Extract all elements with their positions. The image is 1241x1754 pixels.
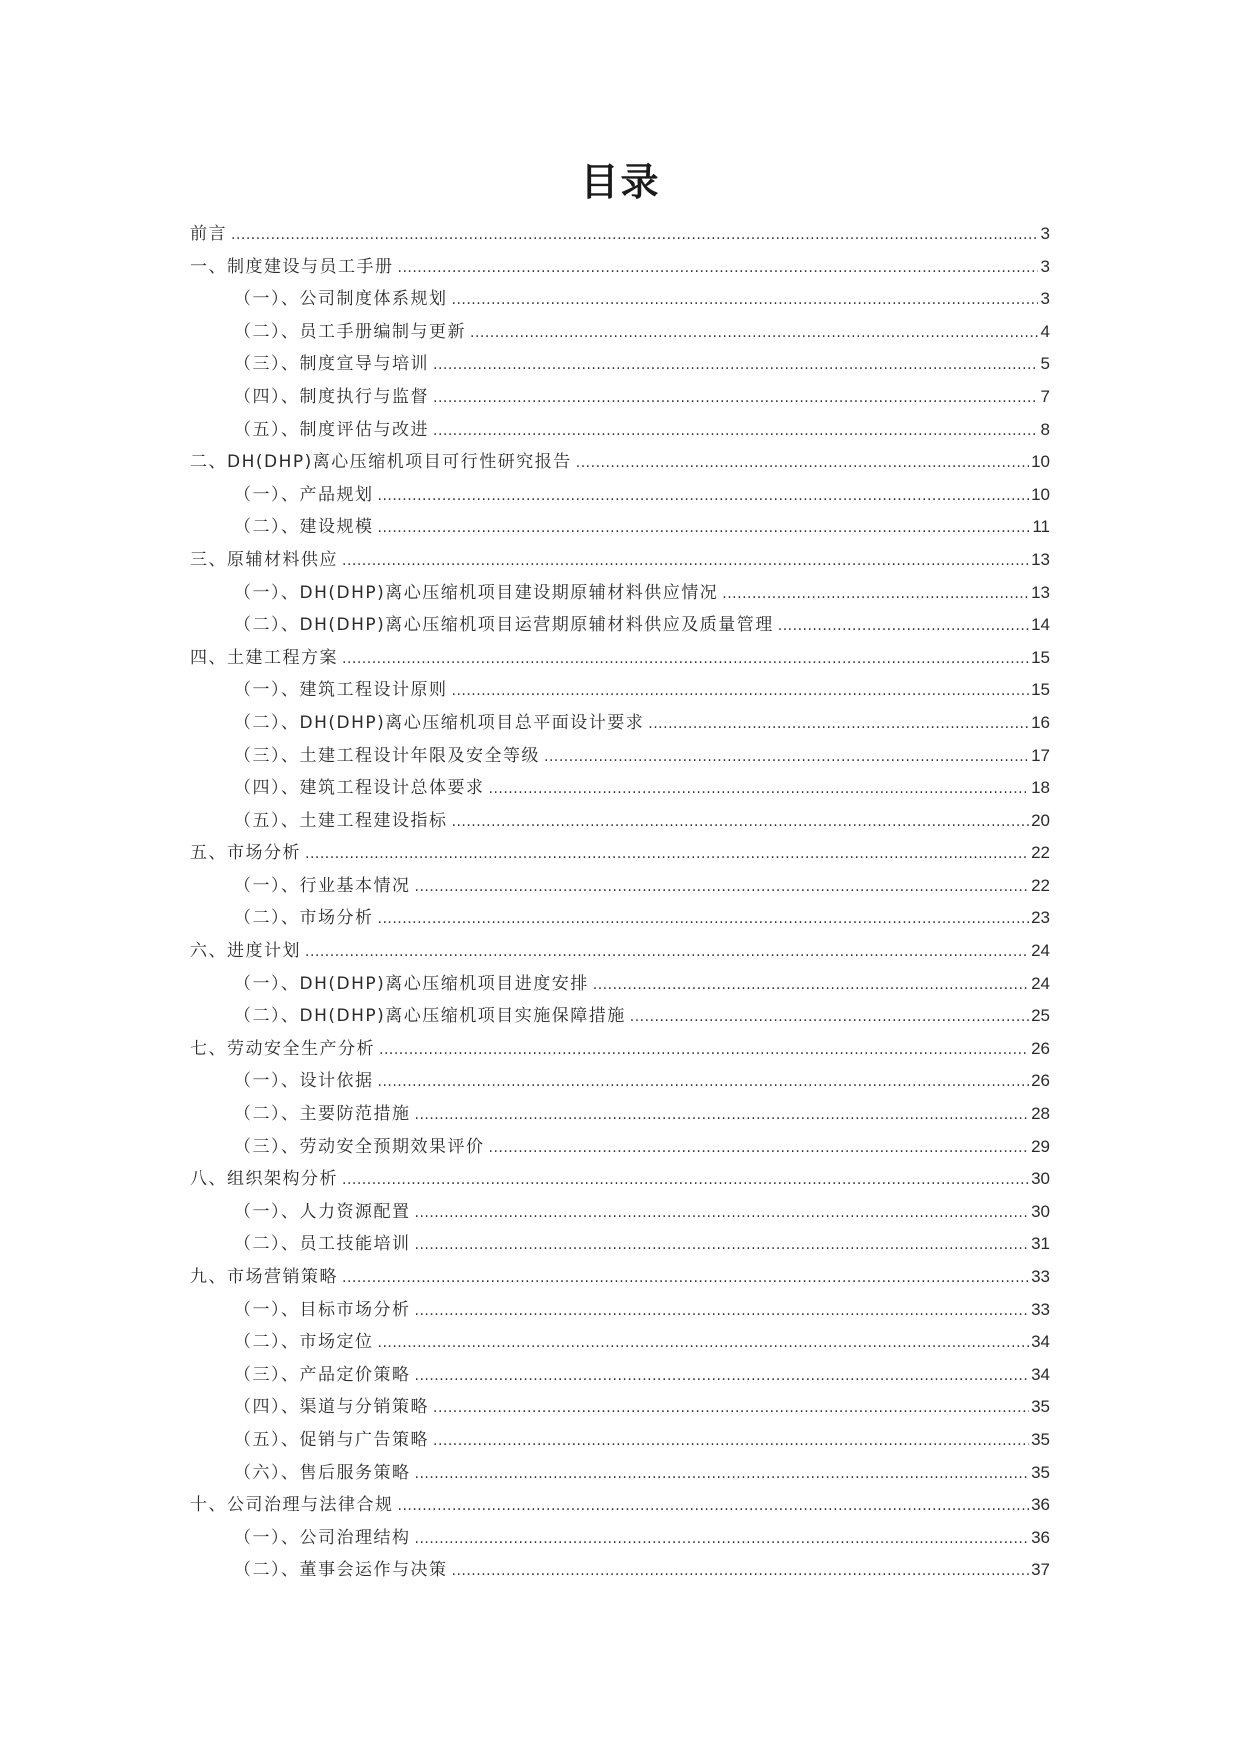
toc-dot-leader bbox=[342, 642, 1029, 676]
toc-entry-section[interactable] bbox=[190, 1228, 1050, 1261]
toc-entry-text: （一）、公司治理结构 bbox=[234, 1527, 411, 1548]
toc-page-number: 3 bbox=[1040, 256, 1050, 276]
toc-dot-leader bbox=[378, 479, 1030, 513]
toc-page-number: 22 bbox=[1031, 843, 1050, 863]
toc-dot-leader bbox=[722, 577, 1029, 611]
toc-page-number: 33 bbox=[1031, 1267, 1050, 1286]
toc-entry-section[interactable] bbox=[190, 1294, 1050, 1327]
toc-page-number: 7 bbox=[1040, 386, 1050, 406]
toc-entry-text: （四）、制度执行与监督 bbox=[234, 386, 429, 407]
toc-dot-leader bbox=[378, 1326, 1030, 1360]
toc-entry-text: 五、市场分析 bbox=[190, 843, 301, 864]
toc-page-number: 25 bbox=[1031, 1006, 1050, 1026]
toc-entry-section[interactable] bbox=[190, 1065, 1050, 1098]
toc-dot-leader bbox=[415, 1359, 1030, 1393]
toc-entry-text: 二、DH(DHP)离心压缩机项目可行性研究报告 bbox=[190, 452, 572, 473]
toc-entry-section[interactable] bbox=[190, 674, 1050, 707]
toc-entry-section[interactable] bbox=[190, 381, 1050, 414]
toc-page-number: 16 bbox=[1031, 712, 1050, 732]
toc-entry-text: （二）、DH(DHP)离心压缩机项目总平面设计要求 bbox=[234, 712, 645, 733]
toc-entry-section[interactable] bbox=[190, 1424, 1050, 1457]
toc-page-number: 35 bbox=[1031, 1397, 1050, 1417]
toc-entry-chapter[interactable] bbox=[190, 642, 1050, 675]
toc-list bbox=[190, 218, 1050, 1587]
toc-page-number: 15 bbox=[1031, 680, 1050, 700]
toc-page-number: 15 bbox=[1031, 647, 1050, 667]
toc-entry-text: （一）、建筑工程设计原则 bbox=[234, 680, 448, 701]
toc-entry-text: 七、劳动安全生产分析 bbox=[190, 1038, 375, 1059]
toc-entry-text: 一、制度建设与员工手册 bbox=[190, 256, 394, 277]
toc-dot-leader bbox=[452, 674, 1030, 708]
toc-dot-leader bbox=[433, 1424, 1029, 1458]
toc-entry-section[interactable] bbox=[190, 968, 1050, 1001]
toc-page-number: 36 bbox=[1031, 1527, 1050, 1547]
toc-page-number: 17 bbox=[1031, 745, 1050, 765]
toc-page-number: 30 bbox=[1031, 1201, 1050, 1221]
toc-dot-leader bbox=[415, 1294, 1030, 1328]
toc-entry-chapter[interactable] bbox=[190, 446, 1050, 479]
toc-entry-text: （一）、DH(DHP)离心压缩机项目建设期原辅材料供应情况 bbox=[234, 582, 719, 603]
toc-entry-text: （四）、建筑工程设计总体要求 bbox=[234, 778, 485, 799]
toc-entry-section[interactable] bbox=[190, 1457, 1050, 1490]
toc-dot-leader bbox=[489, 1131, 1030, 1165]
toc-page-number: 34 bbox=[1031, 1364, 1050, 1384]
toc-dot-leader bbox=[398, 251, 1039, 285]
toc-entry-text: （二）、建设规模 bbox=[234, 517, 374, 538]
toc-entry-chapter[interactable] bbox=[190, 1489, 1050, 1522]
toc-entry-chapter[interactable] bbox=[190, 935, 1050, 968]
toc-page-number: 37 bbox=[1031, 1560, 1050, 1580]
toc-entry-chapter[interactable] bbox=[190, 1033, 1050, 1066]
toc-page-number: 11 bbox=[1032, 517, 1050, 537]
toc-entry-section[interactable] bbox=[190, 1326, 1050, 1359]
toc-entry-text: 六、进度计划 bbox=[190, 941, 301, 962]
toc-entry-text: 四、土建工程方案 bbox=[190, 647, 338, 668]
toc-entry-text: （一）、产品规划 bbox=[234, 484, 374, 505]
toc-entry-text: （一）、人力资源配置 bbox=[234, 1201, 411, 1222]
toc-entry-text: （一）、目标市场分析 bbox=[234, 1299, 411, 1320]
toc-entry-text: （二）、DH(DHP)离心压缩机项目实施保障措施 bbox=[234, 1006, 626, 1027]
toc-dot-leader bbox=[342, 1261, 1029, 1295]
toc-entry-section[interactable] bbox=[190, 902, 1050, 935]
toc-page-number: 33 bbox=[1031, 1299, 1050, 1319]
toc-entry-text: （一）、公司制度体系规划 bbox=[234, 289, 448, 310]
toc-dot-leader bbox=[433, 348, 1038, 382]
toc-page-number: 36 bbox=[1031, 1495, 1050, 1515]
toc-entry-text: （一）、行业基本情况 bbox=[234, 875, 411, 896]
toc-page-number: 8 bbox=[1040, 419, 1050, 439]
toc-page-number: 14 bbox=[1031, 615, 1050, 635]
toc-entry-text: （六）、售后服务策略 bbox=[234, 1462, 411, 1483]
toc-entry-chapter[interactable] bbox=[190, 837, 1050, 870]
toc-dot-leader bbox=[231, 218, 1038, 252]
toc-entry-section[interactable] bbox=[190, 1000, 1050, 1033]
toc-dot-leader bbox=[489, 772, 1030, 806]
toc-entry-text: （四）、渠道与分销策略 bbox=[234, 1397, 429, 1418]
toc-entry-text: 三、原辅材料供应 bbox=[190, 549, 338, 570]
toc-entry-section[interactable] bbox=[190, 1554, 1050, 1587]
toc-entry-text: （三）、产品定价策略 bbox=[234, 1364, 411, 1385]
toc-entry-text: （二）、主要防范措施 bbox=[234, 1104, 411, 1125]
toc-entry-text: 前言 bbox=[190, 224, 227, 244]
toc-entry-section[interactable] bbox=[190, 479, 1050, 512]
toc-page-number: 26 bbox=[1031, 1038, 1050, 1058]
toc-dot-leader bbox=[648, 707, 1029, 741]
toc-entry-section[interactable] bbox=[190, 1359, 1050, 1392]
toc-entry-section[interactable] bbox=[190, 1131, 1050, 1164]
toc-entry-text: （三）、劳动安全预期效果评价 bbox=[234, 1136, 485, 1157]
toc-entry-section[interactable] bbox=[190, 1196, 1050, 1229]
toc-page-number: 31 bbox=[1031, 1234, 1050, 1254]
toc-dot-leader bbox=[452, 1554, 1030, 1588]
toc-dot-leader bbox=[342, 1163, 1029, 1197]
toc-entry-text: （二）、董事会运作与决策 bbox=[234, 1560, 448, 1581]
toc-dot-leader bbox=[452, 805, 1030, 839]
toc-entry-text: （二）、员工手册编制与更新 bbox=[234, 321, 466, 342]
toc-dot-leader bbox=[378, 1065, 1030, 1099]
toc-entry-text: （五）、促销与广告策略 bbox=[234, 1429, 429, 1450]
toc-page-number: 18 bbox=[1031, 778, 1050, 798]
toc-page-number: 28 bbox=[1031, 1104, 1050, 1124]
toc-page-number: 34 bbox=[1031, 1332, 1050, 1352]
toc-entry-section[interactable] bbox=[190, 1391, 1050, 1424]
toc-page-number: 35 bbox=[1031, 1429, 1050, 1449]
toc-dot-leader bbox=[415, 1457, 1030, 1491]
toc-dot-leader bbox=[305, 935, 1029, 969]
toc-dot-leader bbox=[415, 1196, 1030, 1230]
toc-entry-chapter[interactable] bbox=[190, 544, 1050, 577]
toc-dot-leader bbox=[415, 1522, 1030, 1556]
toc-page-number: 20 bbox=[1031, 810, 1050, 830]
toc-page-number: 13 bbox=[1031, 582, 1050, 602]
toc-page-number: 10 bbox=[1031, 452, 1050, 472]
toc-entry-chapter[interactable] bbox=[190, 251, 1050, 284]
toc-dot-leader bbox=[415, 1228, 1030, 1262]
toc-entry-text: （三）、土建工程设计年限及安全等级 bbox=[234, 745, 540, 766]
toc-page-number: 22 bbox=[1031, 875, 1050, 895]
toc-entry-section[interactable] bbox=[190, 707, 1050, 740]
toc-entry-section[interactable] bbox=[190, 1522, 1050, 1555]
toc-page-number: 10 bbox=[1031, 484, 1050, 504]
toc-entry-text: （三）、制度宣导与培训 bbox=[234, 354, 429, 375]
toc-dot-leader bbox=[398, 1489, 1030, 1523]
toc-entry-text: （二）、DH(DHP)离心压缩机项目运营期原辅材料供应及质量管理 bbox=[234, 615, 774, 636]
toc-dot-leader bbox=[379, 1033, 1029, 1067]
toc-entry-text: （一）、DH(DHP)离心压缩机项目进度安排 bbox=[234, 973, 589, 994]
toc-dot-leader bbox=[433, 381, 1038, 415]
toc-page-number: 3 bbox=[1040, 289, 1050, 309]
toc-page-number: 24 bbox=[1031, 973, 1050, 993]
toc-entry-section[interactable] bbox=[190, 609, 1050, 642]
toc-dot-leader bbox=[630, 1000, 1029, 1034]
toc-dot-leader bbox=[342, 544, 1029, 578]
toc-dot-leader bbox=[452, 283, 1039, 317]
toc-dot-leader bbox=[778, 609, 1029, 643]
toc-dot-leader bbox=[305, 837, 1029, 871]
toc-entry-section[interactable] bbox=[190, 316, 1050, 349]
page-title: 目录 bbox=[580, 160, 661, 204]
toc-entry-section[interactable] bbox=[190, 511, 1050, 544]
toc-entry-section[interactable] bbox=[190, 1098, 1050, 1131]
toc-dot-leader bbox=[470, 316, 1038, 350]
toc-entry-section[interactable] bbox=[190, 577, 1050, 610]
toc-dot-leader bbox=[433, 414, 1038, 448]
toc-entry-text: （二）、市场定位 bbox=[234, 1332, 374, 1353]
toc-page-number: 35 bbox=[1031, 1462, 1050, 1482]
toc-page-number: 3 bbox=[1040, 224, 1050, 243]
toc-page-number: 5 bbox=[1040, 354, 1050, 374]
toc-entry-section[interactable] bbox=[190, 414, 1050, 447]
toc-page-number: 13 bbox=[1031, 549, 1050, 569]
toc-page-number: 23 bbox=[1031, 908, 1050, 928]
toc-entry-text: （五）、土建工程建设指标 bbox=[234, 810, 448, 831]
toc-entry-chapter[interactable] bbox=[190, 1261, 1050, 1294]
toc-entry-text: （二）、员工技能培训 bbox=[234, 1234, 411, 1255]
toc-entry-section[interactable] bbox=[190, 740, 1050, 773]
toc-page-number: 29 bbox=[1031, 1136, 1050, 1156]
toc-entry-chapter[interactable] bbox=[190, 218, 1050, 251]
toc-dot-leader bbox=[378, 511, 1031, 545]
toc-dot-leader bbox=[593, 968, 1029, 1002]
toc-entry-text: 十、公司治理与法律合规 bbox=[190, 1495, 394, 1516]
toc-entry-text: 九、市场营销策略 bbox=[190, 1267, 338, 1287]
toc-entry-text: （二）、市场分析 bbox=[234, 908, 374, 929]
toc-dot-leader bbox=[576, 446, 1029, 480]
toc-page-number: 24 bbox=[1031, 941, 1050, 961]
toc-dot-leader bbox=[433, 1391, 1029, 1425]
toc-dot-leader bbox=[415, 1098, 1030, 1132]
toc-page-number: 4 bbox=[1040, 321, 1050, 341]
toc-dot-leader bbox=[544, 740, 1029, 774]
toc-dot-leader bbox=[415, 870, 1030, 904]
toc-entry-text: （五）、制度评估与改进 bbox=[234, 419, 429, 440]
toc-entry-text: （一）、设计依据 bbox=[234, 1071, 374, 1092]
toc-entry-section[interactable] bbox=[190, 283, 1050, 316]
toc-dot-leader bbox=[378, 902, 1030, 936]
toc-page-number: 26 bbox=[1031, 1071, 1050, 1091]
toc-entry-text: 八、组织架构分析 bbox=[190, 1169, 338, 1190]
toc-entry-section[interactable] bbox=[190, 870, 1050, 903]
toc-entry-section[interactable] bbox=[190, 805, 1050, 838]
toc-entry-section[interactable] bbox=[190, 348, 1050, 381]
toc-entry-chapter[interactable] bbox=[190, 1163, 1050, 1196]
toc-entry-section[interactable] bbox=[190, 772, 1050, 805]
toc-page-number: 30 bbox=[1031, 1169, 1050, 1189]
